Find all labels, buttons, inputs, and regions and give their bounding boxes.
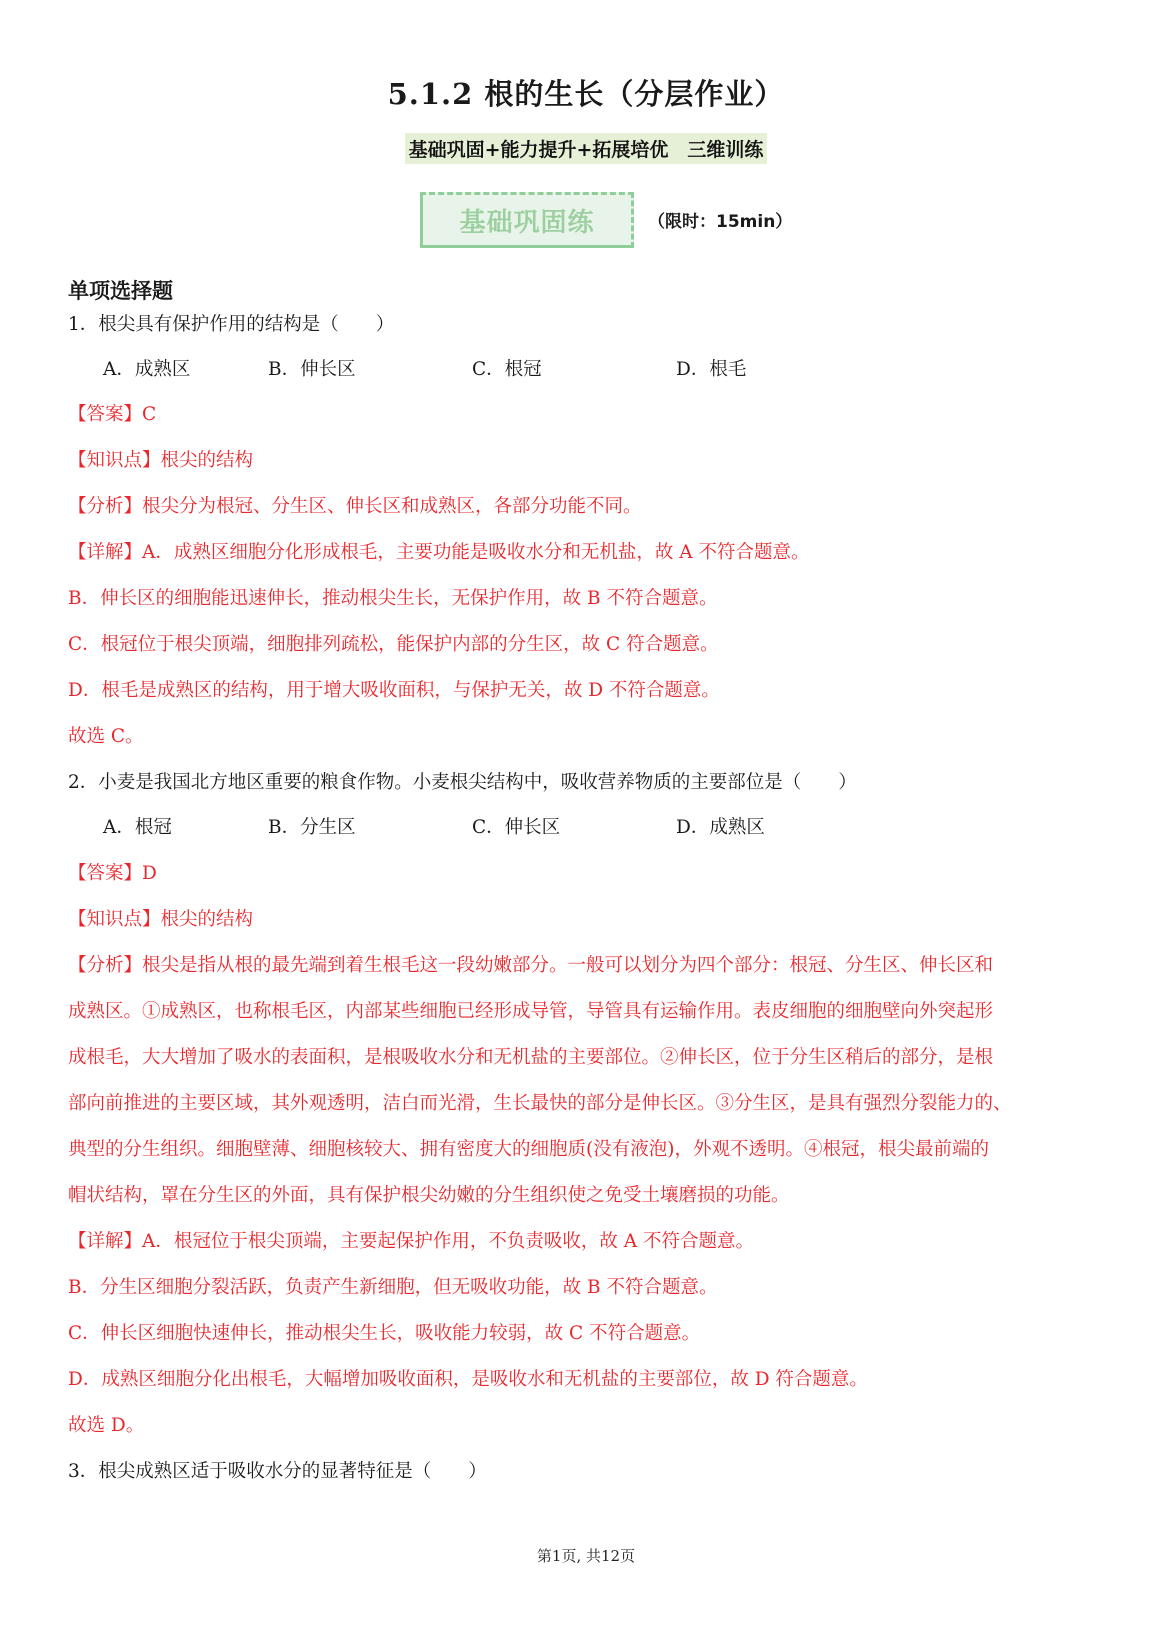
subtitle-row: [0, 133, 1172, 164]
q1-answer: 【答案】C: [68, 404, 157, 425]
q2-detail-b: B．分生区细胞分裂活跃，负责产生新细胞，但无吸收功能，故 B 不符合题意。: [68, 1277, 718, 1298]
q2-answer: 【答案】D: [68, 863, 157, 884]
page-title: 5.1.2 根的生长（分层作业）: [387, 77, 785, 111]
q2-analysis-1: 【分析】根尖是指从根的最先端到着生根毛这一段幼嫩部分。一般可以划分为四个部分：根冠、分生区、伸长区和: [68, 955, 994, 976]
q2-analysis-4: 部向前推进的主要区域，其外观透明，洁白而光滑，生长最快的部分是伸长区。③分生区，是具有强烈分裂能力的、: [68, 1093, 1012, 1114]
q2-analysis-5: 典型的分生组织。细胞壁薄、细胞核较大、拥有密度大的细胞质(没有液泡)，外观不透明。④根冠，根尖最前端的: [68, 1139, 989, 1160]
page-footer: 第1页, 共12页: [536, 1547, 636, 1565]
q2-option-c: C．伸长区: [472, 817, 561, 838]
q1-conclusion: 故选 C。: [68, 726, 144, 747]
q1-detail-d: D．根毛是成熟区的结构，用于增大吸收面积，与保护无关，故 D 不符合题意。: [68, 680, 720, 701]
q1-knowledge: 【知识点】根尖的结构: [68, 450, 254, 471]
q1-option-c: C．根冠: [472, 359, 542, 380]
time-limit: （限时：15min）: [648, 212, 793, 232]
section-badge: [420, 192, 634, 248]
q1-detail-c: C．根冠位于根尖顶端，细胞排列疏松，能保护内部的分生区，故 C 符合题意。: [68, 634, 719, 655]
q2-detail-a: 【详解】A．根冠位于根尖顶端，主要起保护作用，不负责吸收，故 A 不符合题意。: [68, 1231, 754, 1252]
page-subtitle: 基础巩固+能力提升+拓展培优 三维训练: [405, 133, 768, 164]
q2-option-a: A．根冠: [103, 817, 172, 838]
q2-conclusion: 故选 D。: [68, 1415, 145, 1436]
q2-analysis-3: 成根毛，大大增加了吸水的表面积，是根吸收水分和无机盐的主要部位。②伸长区，位于分生区稍后的部分，是根: [68, 1047, 994, 1068]
q1-option-d: D．根毛: [676, 359, 747, 380]
q3-stem: 3．根尖成熟区适于吸收水分的显著特征是（ ）: [68, 1461, 487, 1482]
q2-detail-c: C．伸长区细胞快速伸长，推动根尖生长，吸收能力较弱，故 C 不符合题意。: [68, 1323, 701, 1344]
q2-option-d: D．成熟区: [676, 817, 765, 838]
q1-option-a: A．成熟区: [103, 359, 191, 380]
q1-detail-a: 【详解】A．成熟区细胞分化形成根毛，主要功能是吸收水分和无机盐，故 A 不符合题意。: [68, 542, 810, 563]
q1-option-b: B．伸长区: [268, 359, 356, 380]
section-heading: 单项选择题: [68, 278, 173, 303]
q2-detail-d: D．成熟区细胞分化出根毛，大幅增加吸收面积，是吸收水和无机盐的主要部位，故 D 符合题意。: [68, 1369, 868, 1390]
q2-stem: 2．小麦是我国北方地区重要的粮食作物。小麦根尖结构中，吸收营养物质的主要部位是（ ）: [68, 772, 857, 793]
q2-analysis-6: 帽状结构，罩在分生区的外面，具有保护根尖幼嫩的分生组织使之免受土壤磨损的功能。: [68, 1185, 790, 1206]
q2-knowledge: 【知识点】根尖的结构: [68, 909, 254, 930]
section-badge-label: 基础巩固练: [459, 207, 595, 238]
q1-detail-b: B．伸长区的细胞能迅速伸长，推动根尖生长，无保护作用，故 B 不符合题意。: [68, 588, 718, 609]
q1-stem: 1．根尖具有保护作用的结构是（ ）: [68, 314, 395, 335]
q2-analysis-2: 成熟区。①成熟区，也称根毛区，内部某些细胞已经形成导管，导管具有运输作用。表皮细胞的细胞壁向外突起形: [68, 1001, 994, 1022]
q2-option-b: B．分生区: [268, 817, 356, 838]
q1-analysis: 【分析】根尖分为根冠、分生区、伸长区和成熟区，各部分功能不同。: [68, 496, 642, 517]
